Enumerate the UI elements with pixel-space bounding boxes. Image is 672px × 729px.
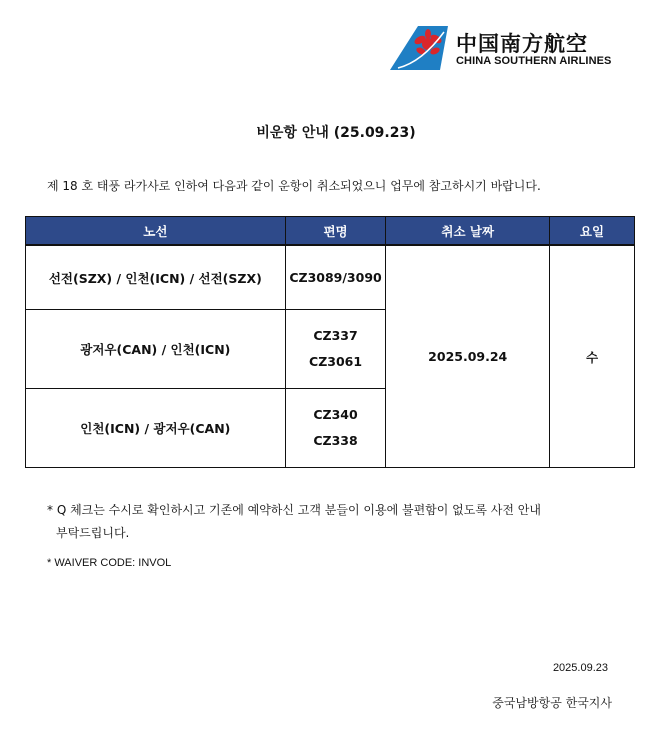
weekday-cell: 수 <box>550 245 635 468</box>
flight-number: CZ3061 <box>309 354 363 369</box>
q-check-note-continued: 부탁드립니다. <box>56 526 130 540</box>
flight-number: CZ340 <box>313 407 358 422</box>
route-cell: 인천(ICN) / 광저우(CAN) <box>26 389 286 468</box>
flight-cell <box>285 389 386 468</box>
flight-cell <box>285 310 386 389</box>
header-route: 노선 <box>26 217 286 246</box>
flight-cell <box>285 245 386 310</box>
header-flight: 편명 <box>285 217 386 246</box>
header-weekday: 요일 <box>550 217 635 246</box>
route-cell: 선전(SZX) / 인천(ICN) / 선전(SZX) <box>26 245 286 310</box>
issue-date: 2025.09.23 <box>552 662 608 674</box>
cancellation-table <box>25 216 635 468</box>
flight-number: CZ338 <box>313 433 358 448</box>
waiver-code-note: * WAIVER CODE: INVOL <box>47 557 172 569</box>
flight-number: CZ337 <box>313 328 358 343</box>
notice-intro: 제 18 호 태풍 라가사로 인하여 다음과 같이 운항이 취소되었으니 업무에 참고하시기 바랍니다. <box>47 179 541 193</box>
logo-english-name: CHINA SOUTHERN AIRLINES <box>456 55 612 67</box>
notice-title: 비운항 안내 (25.09.23) <box>256 125 416 141</box>
table-row <box>26 245 635 310</box>
logo-chinese-name: 中国南方航空 <box>456 32 588 56</box>
cancel-date-cell: 2025.09.24 <box>386 245 550 468</box>
header-cancel-date: 취소 날짜 <box>386 217 550 246</box>
kapok-flower-tail-icon <box>388 24 454 72</box>
q-check-note: * Q 체크는 수시로 확인하시고 기존에 예약하신 고객 분들이 이용에 불편함이 없도록 사전 안내 <box>47 503 541 517</box>
table-header-row <box>26 217 635 246</box>
flight-number: CZ3089/3090 <box>289 269 382 285</box>
issuing-office: 중국남방항공 한국지사 <box>492 696 612 710</box>
airline-logo <box>388 24 618 72</box>
route-cell: 광저우(CAN) / 인천(ICN) <box>26 310 286 389</box>
